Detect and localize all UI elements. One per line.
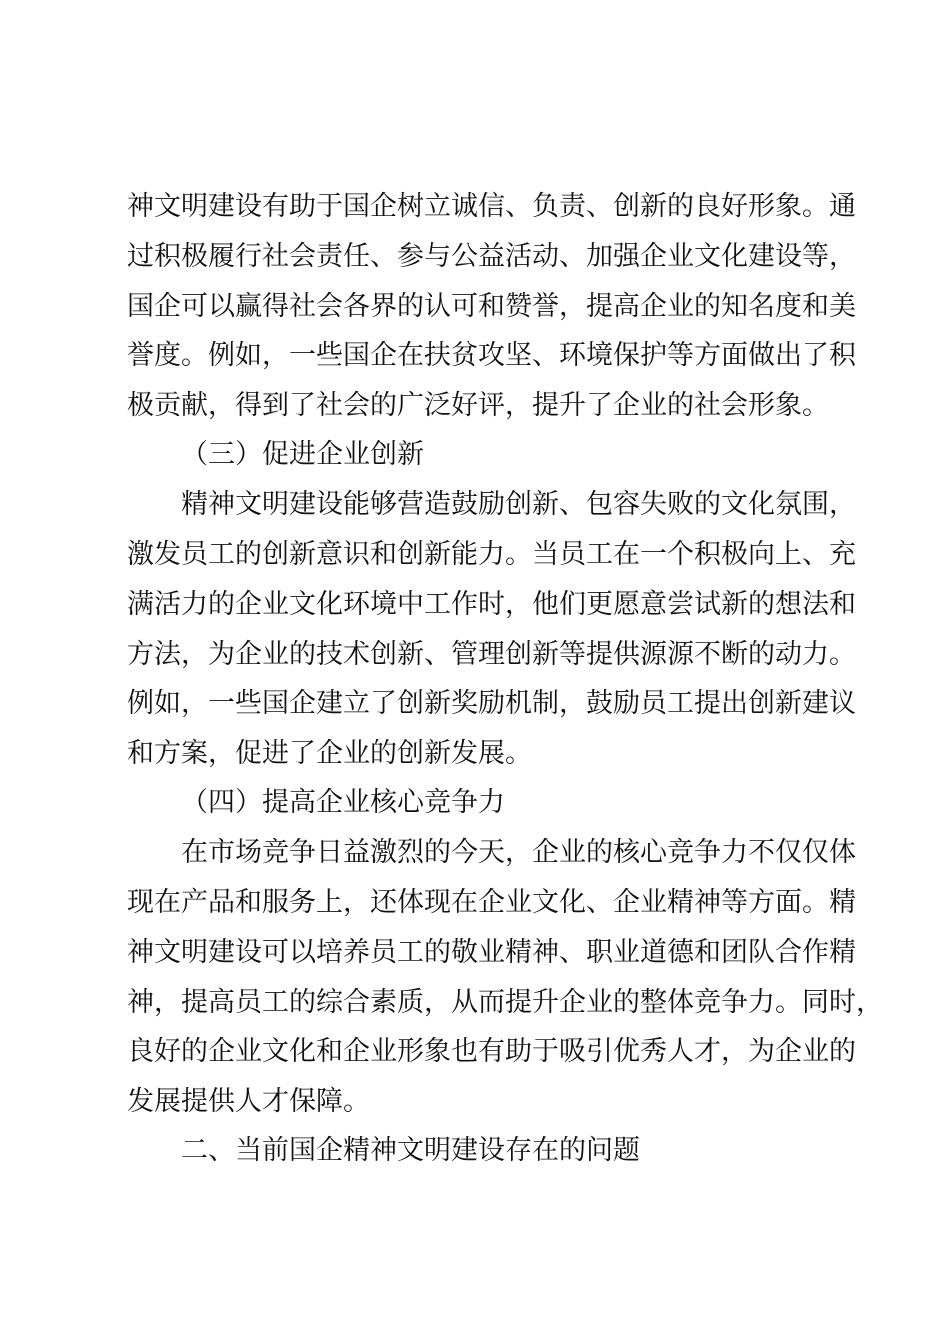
body-text-line: 例如，一些国企建立了创新奖励机制，鼓励员工提出创新建议: [127, 688, 856, 719]
body-text-line: 神文明建设可以培养员工的敬业精神、职业道德和团队合作精: [127, 937, 856, 968]
body-text-line: 良好的企业文化和企业形象也有助于吸引优秀人才，为企业的: [127, 1036, 856, 1067]
chapter-heading: 二、当前国企精神文明建设存在的问题: [181, 1135, 640, 1166]
body-text-line: 过积极履行社会责任、参与公益活动、加强企业文化建设等，: [127, 241, 856, 272]
body-text-line: 满活力的企业文化环境中工作时，他们更愿意尝试新的想法和: [127, 589, 856, 620]
body-text-line: 极贡献，得到了社会的广泛好评，提升了企业的社会形象。: [127, 390, 829, 421]
body-text-line: 发展提供人才保障。: [127, 1086, 370, 1117]
body-text-line: 国企可以赢得社会各界的认可和赞誉，提高企业的知名度和美: [127, 291, 856, 322]
body-text-line: 方法，为企业的技术创新、管理创新等提供源源不断的动力。: [127, 639, 856, 670]
paragraph-first-line: 在市场竞争日益激烈的今天，企业的核心竞争力不仅仅体: [181, 837, 856, 868]
paragraph-first-line: 精神文明建设能够营造鼓励创新、包容失败的文化氛围，: [181, 489, 856, 520]
body-text-line: 现在产品和服务上，还体现在企业文化、企业精神等方面。精: [127, 887, 856, 918]
body-text-line: 神，提高员工的综合素质，从而提升企业的整体竞争力。同时，: [127, 987, 883, 1018]
section-heading: （三）促进企业创新: [181, 439, 424, 470]
section-heading: （四）提高企业核心竞争力: [181, 787, 505, 818]
body-text-line: 激发员工的创新意识和创新能力。当员工在一个积极向上、充: [127, 539, 856, 570]
body-text-line: 神文明建设有助于国企树立诚信、负责、创新的良好形象。通: [127, 191, 856, 222]
body-text-line: 和方案，促进了企业的创新发展。: [127, 738, 532, 769]
body-text-line: 誉度。例如，一些国企在扶贫攻坚、环境保护等方面做出了积: [127, 340, 856, 371]
